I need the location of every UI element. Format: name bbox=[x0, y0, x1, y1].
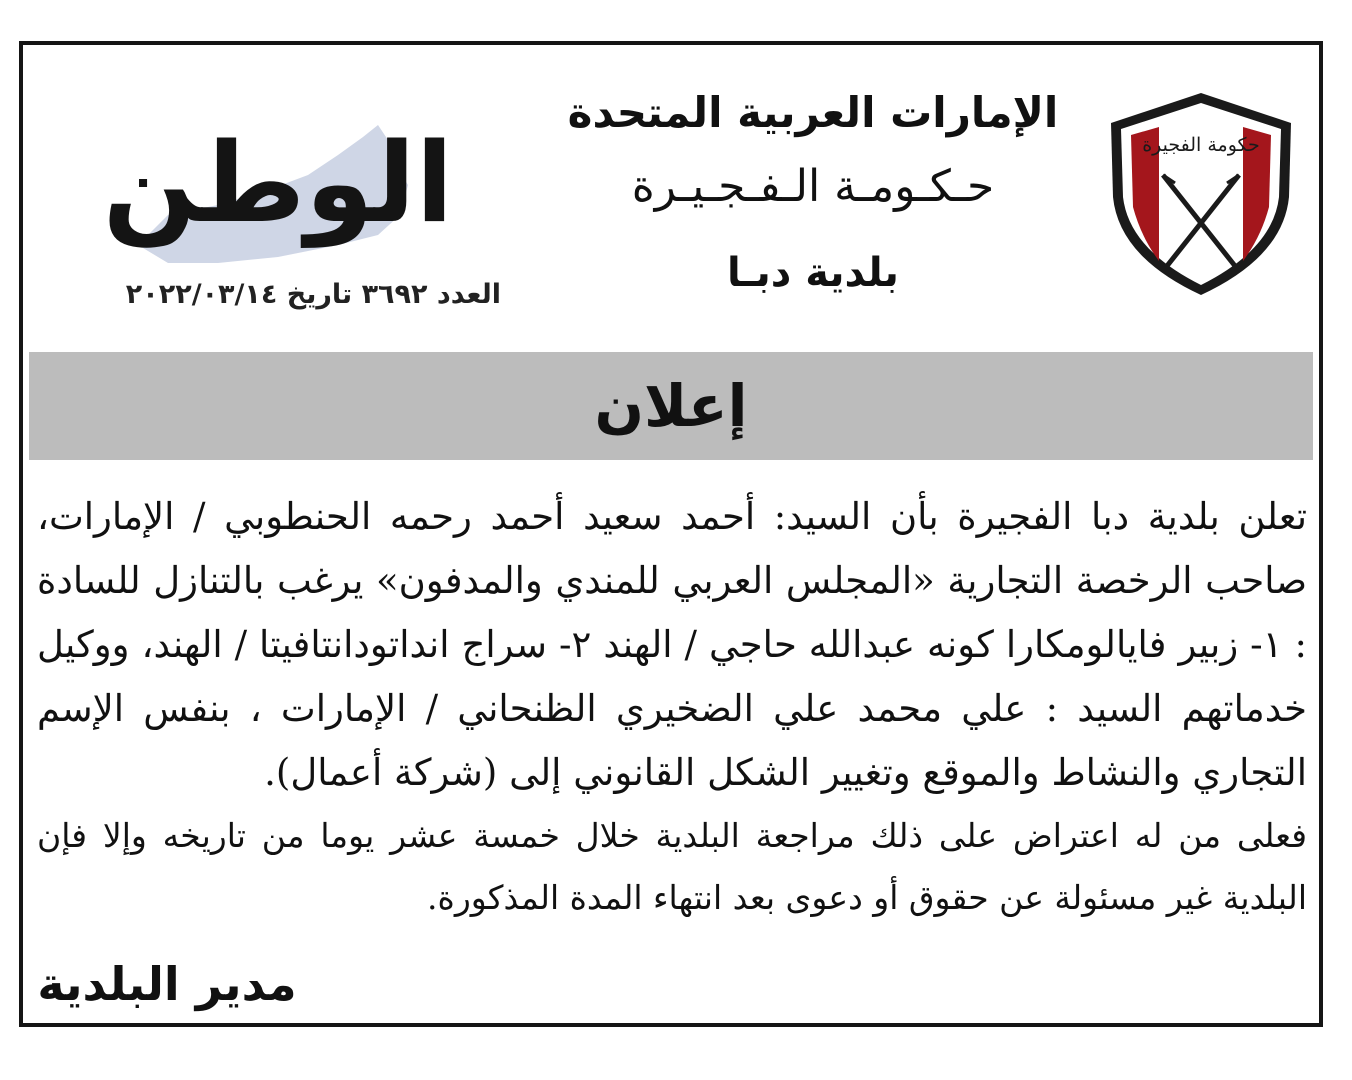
issue-line: العدد ٣٦٩٢ تاريخ ٢٠٢٢/٠٣/١٤ bbox=[125, 279, 501, 310]
government-name: حـكـومـة الـفـجـيـرة bbox=[631, 161, 995, 212]
municipality-name: بلدية دبـا bbox=[727, 250, 899, 296]
fujairah-emblem-icon bbox=[1101, 87, 1301, 301]
country-name: الإمارات العربية المتحدة bbox=[567, 88, 1059, 137]
title-banner bbox=[29, 352, 1313, 460]
announcement-frame bbox=[19, 41, 1323, 1027]
announcement-paragraph: تعلن بلدية دبا الفجيرة بأن السيد: أحمد سعيد أحمد رحمه الحنطوبي / الإمارات، صاحب الرخصة التجارية «المجلس العربي للمندي والمدفون» يرغب بالتنازل للسادة : ١- زبير فايالومكارا كونه عبدالله حاجي / الهند ٢- سراج انداتودانتافيتا / الهند، ووكيل خدماتهم السيد : علي محمد علي الضخيري الظنحاني / الإمارات ، بنفس الإسم التجاري والنشاط والموقع وتغيير الشكل القانوني إلى (شركة أعمال). bbox=[37, 495, 1307, 794]
announcement-title: إعلان bbox=[594, 372, 748, 440]
svg-text:حكومة الفجيرة: حكومة الفجيرة bbox=[1142, 134, 1260, 156]
newspaper-logo: الوطن bbox=[102, 119, 454, 247]
signature-title: مدير البلدية bbox=[37, 957, 297, 1011]
government-heading bbox=[553, 81, 1073, 317]
objection-paragraph: فعلى من له اعتراض على ذلك مراجعة البلدية خلال خمسة عشر يوما من تاريخه وإلا فإن البلدية غير مسئولة عن حقوق أو دعوى بعد انتهاء المدة المذكورة. bbox=[37, 816, 1307, 917]
announcement-body bbox=[37, 485, 1307, 929]
